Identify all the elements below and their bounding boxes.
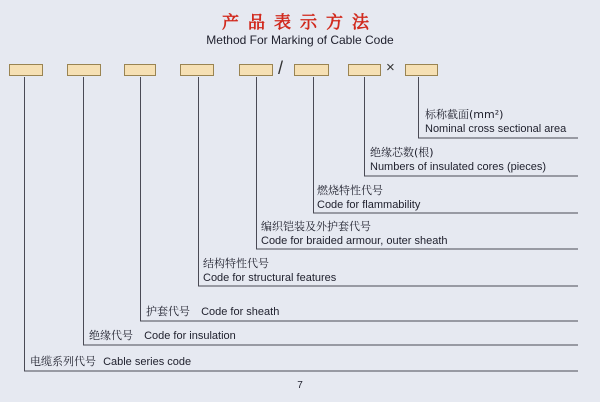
label-structural-en: Code for structural features (203, 272, 337, 284)
page-number: 7 (297, 380, 303, 391)
page-title: 产品表示方法 (222, 13, 378, 33)
label-braided-armour-cn: 编织铠装及外护套代号 (261, 220, 371, 233)
label-sheath-cn: 护套代号 (146, 305, 190, 318)
label-braided-armour-en: Code for braided armour, outer sheath (261, 235, 448, 247)
label-braided-armour (261, 220, 448, 248)
label-cores-en: Numbers of insulated cores (pieces) (370, 161, 547, 173)
label-flammability-en: Code for flammability (317, 199, 421, 211)
label-series-en: Cable series code (103, 356, 192, 368)
label-structural-cn: 结构特性代号 (203, 257, 269, 270)
label-cross-section-en: Nominal cross sectional area (425, 123, 567, 135)
label-insulation-en: Code for insulation (144, 330, 236, 342)
page-subtitle: Method For Marking of Cable Code (206, 33, 394, 47)
times-separator: × (386, 59, 395, 76)
label-flammability-cn: 燃烧特性代号 (317, 184, 383, 197)
slash-separator: / (278, 58, 284, 78)
label-cross-section (425, 108, 566, 136)
label-insulation (89, 329, 236, 343)
label-sheath-en: Code for sheath (201, 306, 280, 318)
label-flammability (317, 184, 420, 212)
label-cores-cn: 绝缘芯数(根) (370, 146, 434, 159)
label-insulation-cn: 绝缘代号 (89, 329, 133, 342)
label-structural (203, 257, 336, 285)
label-series-cn: 电缆系列代号 (30, 355, 96, 368)
label-cores (370, 146, 546, 174)
label-cross-section-cn: 标称截面(mm²) (425, 108, 504, 121)
label-series (30, 355, 191, 369)
label-sheath (146, 305, 279, 319)
